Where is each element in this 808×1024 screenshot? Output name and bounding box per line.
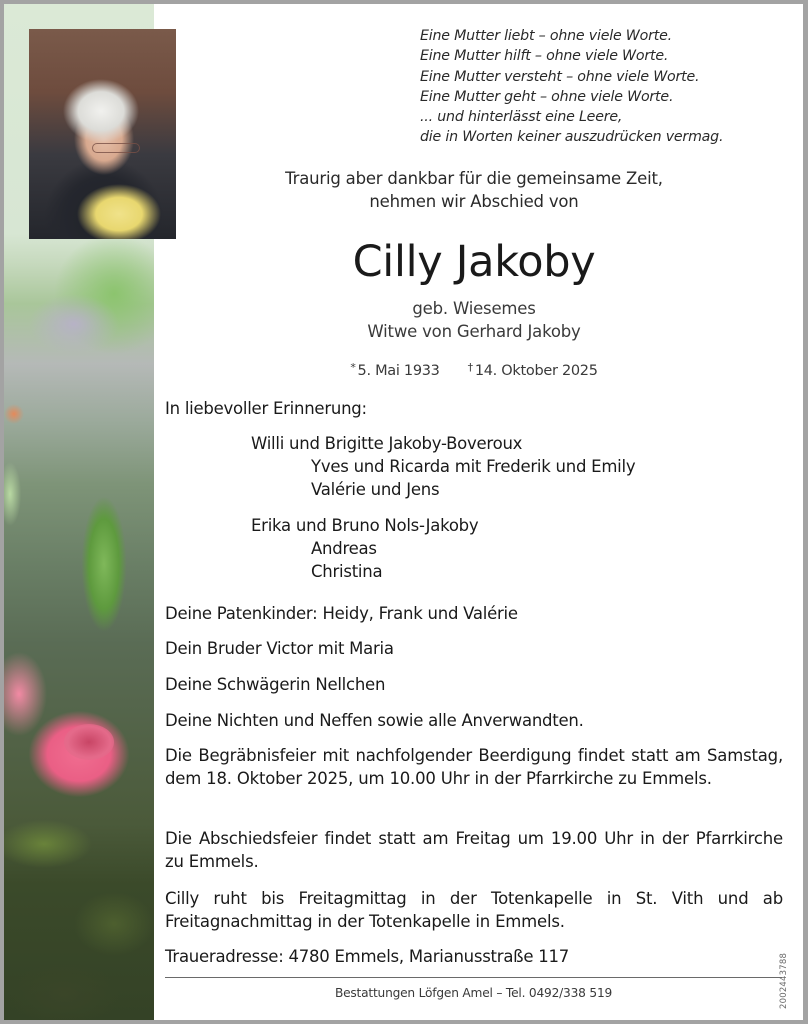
moss-texture	[4, 804, 154, 1020]
life-dates	[204, 358, 744, 381]
family-head: Erika und Bruno Nols-Jakoby	[251, 516, 479, 535]
obituary-notice	[4, 4, 803, 1020]
widow-of: Witwe von Gerhard Jakoby	[367, 322, 581, 341]
death-cross-icon: †	[467, 361, 473, 374]
deceased-details	[204, 297, 744, 343]
deceased-name: Cilly Jakoby	[352, 237, 596, 287]
family-member: Andreas	[311, 539, 377, 558]
poem-line: Eine Mutter geht – ohne viele Worte.	[420, 88, 674, 105]
mourners-heading: In liebevoller Erinnerung:	[165, 399, 367, 418]
poem-line: Eine Mutter versteht – ohne viele Worte.	[420, 68, 700, 85]
glasses-detail	[92, 143, 140, 153]
other-mourner: Deine Schwägerin Nellchen	[165, 675, 386, 694]
other-mourner: Dein Bruder Victor mit Maria	[165, 639, 394, 658]
poem-line: ... und hinterlässt eine Leere,	[420, 109, 623, 126]
family-head: Willi und Brigitte Jakoby-Boveroux	[251, 434, 523, 453]
family-member: Valérie und Jens	[311, 480, 440, 499]
mourning-address: Traueradresse: 4780 Emmels, Marianusstraße 117	[165, 947, 569, 966]
birth-star-icon: *	[350, 361, 356, 374]
rest-notice: Cilly ruht bis Freitagmittag in der Totenkapelle in St. Vith und ab Freitagnachmittag in der Totenkapelle in Emmels.	[165, 889, 783, 931]
family-member: Christina	[311, 562, 383, 581]
poem	[420, 26, 800, 148]
intro-text	[204, 167, 744, 213]
maiden-name: geb. Wiesemes	[412, 299, 536, 318]
rose-center	[64, 724, 114, 760]
poem-line: die in Worten keiner auszudrücken vermag.	[420, 129, 724, 146]
portrait-photo	[29, 29, 176, 239]
other-mourner: Deine Nichten und Neffen sowie alle Anverwandten.	[165, 711, 584, 730]
footer-divider	[165, 977, 782, 978]
undertaker-footer: Bestattungen Löfgen Amel – Tel. 0492/338 519	[334, 986, 613, 1000]
intro-line-2: nehmen wir Abschied von	[369, 192, 579, 211]
poem-line: Eine Mutter hilft – ohne viele Worte.	[420, 48, 669, 65]
reference-number: 2002443788	[779, 952, 789, 1009]
death-date: 14. Oktober 2025	[474, 363, 598, 379]
funeral-notice: Die Begräbnisfeier mit nachfolgender Beerdigung findet statt am Samstag, dem 18. Oktober 2025, um 10.00 Uhr in der Pfarrkirche zu Emmels.	[165, 746, 783, 788]
intro-line-1: Traurig aber dankbar für die gemeinsame Zeit,	[285, 169, 663, 188]
farewell-notice: Die Abschiedsfeier findet statt am Freitag um 19.00 Uhr in der Pfarrkirche zu Emmels.	[165, 829, 783, 871]
poem-line: Eine Mutter liebt – ohne viele Worte.	[420, 28, 672, 44]
family-member: Yves und Ricarda mit Frederik und Emily	[311, 457, 636, 476]
other-mourner: Deine Patenkinder: Heidy, Frank und Valérie	[165, 604, 518, 623]
birth-date: 5. Mai 1933	[357, 363, 440, 379]
